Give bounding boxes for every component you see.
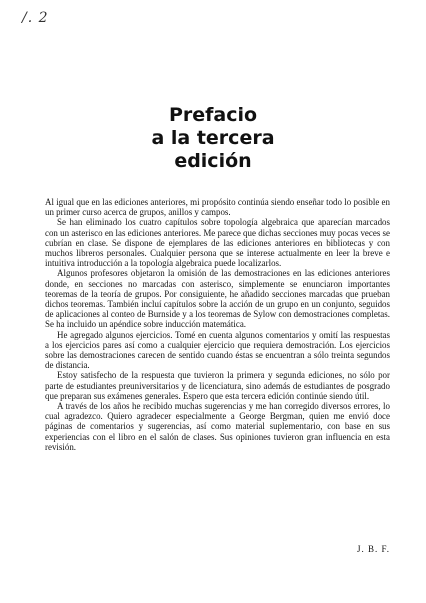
- author-signature: J. B. F.: [356, 544, 390, 554]
- preface-body: [45, 197, 390, 452]
- paragraph-6: A través de los años he recibido muchas sugerencias y me han corregido diversos errores, lo cual agradezco. Quiero agradecer especialmente a George Bergman, quien me envió doce páginas de comentarios y sugerencias, así como material suplementario, con base en sus experiencias con el libro en el salón de clases. Sus opiniones tuvieron gran influencia en esta revisión.: [45, 401, 390, 452]
- paragraph-2: Se han eliminado los cuatro capítulos sobre topología algebraica que aparecían marcados con un asterisco en las ediciones anteriores. Me parece que dichas secciones muy pocas veces se cubrían en clase. Se dispone de ejemplares de las ediciones anteriores en bibliotecas y con muchos libreros personales. Cualquier persona que se interese actualmente en leer la breve e intuitiva introducción a la topología algebraica puede localizarlos.: [45, 217, 390, 269]
- paragraph-4: He agregado algunos ejercicios. Tomé en cuenta algunos comentarios y omití las respuestas a los ejercicios pares así como a cualquier ejercicio que requiera demostración. Los ejercicios sobre las demostraciones carecen de sentido cuando éstas se encuentran a sólo treinta segundos de distancia.: [45, 329, 390, 371]
- page-number-mark: /. 2: [22, 10, 49, 26]
- page-title: [0, 104, 426, 173]
- title-line-2: a la tercera: [151, 127, 275, 149]
- paragraph-5: Estoy satisfecho de la respuesta que tuvieron la primera y segunda ediciones, no sólo por parte de estudiantes preuniversitarios y de licenciatura, sino además de estudiantes de posgrado que preparan sus exámenes generales. Espero que esta tercera edición continúe siendo útil.: [45, 370, 390, 401]
- paragraph-3: Algunos profesores objetaron la omisión de las demostraciones en las ediciones anteriores donde, en secciones no marcadas con asterisco, simplemente se enunciaron importantes teoremas de la teoría de grupos. Por consiguiente, he añadido secciones marcadas que prueban dichos teoremas. También incluí capítulos sobre la acción de un grupo en un conjunto, seguidos de aplicaciones al conteo de Burnside y a los teoremas de Sylow con demostraciones completas. Se ha incluido un apéndice sobre inducción matemática.: [45, 268, 390, 330]
- paragraph-1: Al igual que en las ediciones anteriores, mi propósito continúa siendo enseñar todo lo posible en un primer curso acerca de grupos, anillos y campos.: [45, 197, 390, 218]
- title-line-1: Prefacio: [168, 104, 258, 126]
- title-line-3: edición: [174, 150, 252, 172]
